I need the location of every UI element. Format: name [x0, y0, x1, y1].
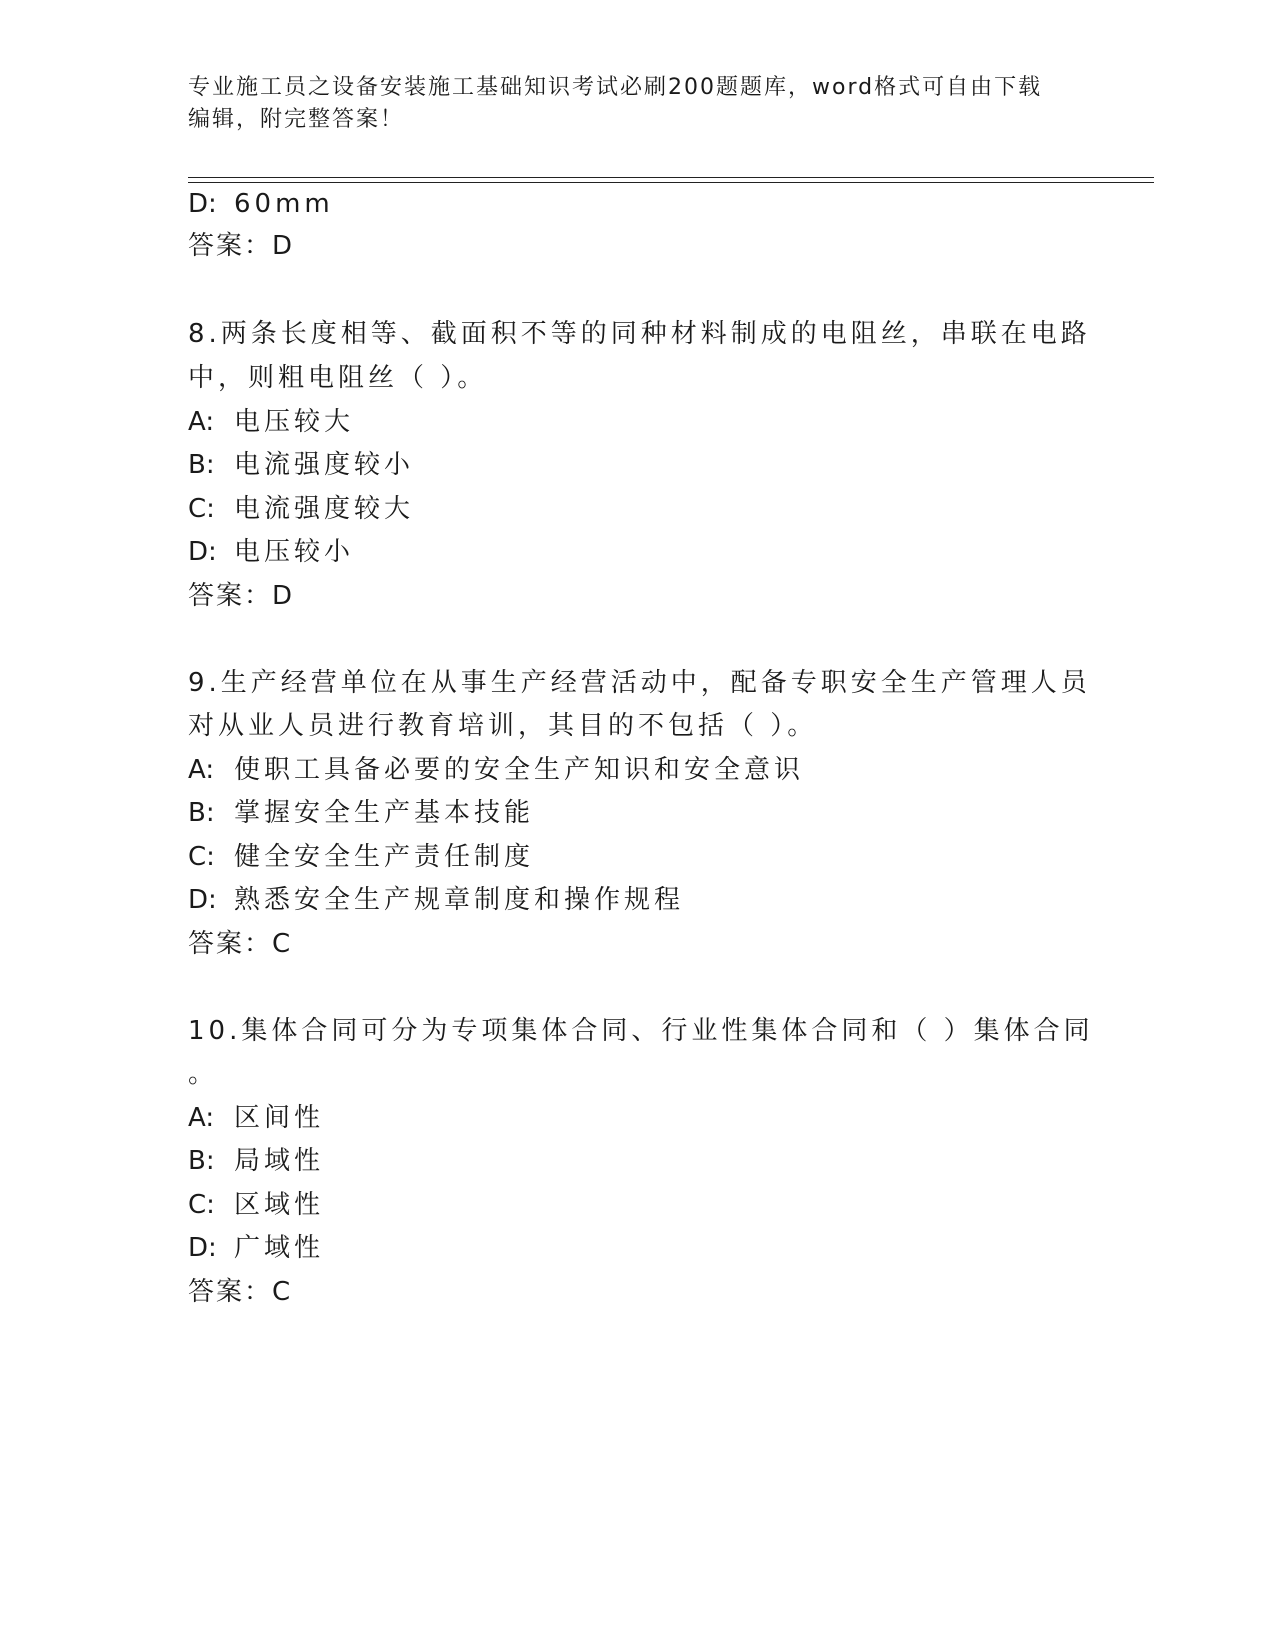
option-label: D:	[188, 537, 217, 567]
option-text: 熟悉安全生产规章制度和操作规程	[234, 885, 685, 915]
question-8-option-d	[188, 536, 354, 568]
question-10-option-d	[188, 1232, 324, 1264]
option-text: 电压较小	[234, 537, 355, 567]
question-10-option-c	[188, 1189, 324, 1221]
option-label: A:	[188, 1103, 215, 1133]
question-8-text-line1: 8.两条长度相等、截面积不等的同种材料制成的电阻丝，串联在电路	[188, 319, 1091, 349]
option-label: A:	[188, 407, 215, 437]
header-title-line2: 编辑，附完整答案！	[188, 107, 405, 132]
question-9-option-d	[188, 884, 684, 916]
question-8-option-b	[188, 449, 414, 481]
question-10-option-a	[188, 1102, 324, 1134]
question-10-text-line1: 10.集体合同可分为专项集体合同、行业性集体合同和（ ）集体合同	[188, 1016, 1094, 1046]
prev-answer: 答案：D	[188, 231, 295, 261]
option-label: C:	[188, 1190, 215, 1220]
option-label: D:	[188, 1233, 217, 1263]
question-9-option-b	[188, 797, 534, 829]
question-9-answer: 答案：C	[188, 929, 293, 959]
question-9-text-line2: 对从业人员进行教育培训，其目的不包括（ ）。	[188, 711, 818, 741]
prev-option-d	[188, 188, 334, 220]
question-8-answer: 答案：D	[188, 581, 295, 611]
option-text: 局域性	[234, 1146, 325, 1176]
question-8-option-c	[188, 493, 414, 525]
header-title-line1: 专业施工员之设备安装施工基础知识考试必刷200题题库，word格式可自由下载	[188, 75, 1043, 100]
question-10-text-line2: 。	[188, 1059, 219, 1089]
question-9-text-line1: 9.生产经营单位在从事生产经营活动中，配备专职安全生产管理人员	[188, 668, 1091, 698]
option-text: 电流强度较大	[234, 494, 415, 524]
option-text: 电流强度较小	[234, 450, 415, 480]
option-label: D:	[188, 885, 217, 915]
option-label: A:	[188, 755, 215, 785]
header-divider-bottom	[188, 182, 1154, 183]
option-text: 区间性	[234, 1103, 325, 1133]
question-10-option-b	[188, 1145, 324, 1177]
question-8-option-a	[188, 406, 354, 438]
question-9-option-c	[188, 841, 534, 873]
header-divider-top	[188, 177, 1154, 178]
option-label: B:	[188, 450, 215, 480]
option-text: 使职工具备必要的安全生产知识和安全意识	[234, 755, 805, 785]
question-10-answer: 答案：C	[188, 1277, 293, 1307]
option-label: D:	[188, 189, 217, 219]
option-label: B:	[188, 1146, 215, 1176]
question-9-option-a	[188, 754, 804, 786]
option-text: 电压较大	[234, 407, 355, 437]
document-header	[188, 72, 1078, 136]
option-text: 区域性	[234, 1190, 325, 1220]
option-text: 健全安全生产责任制度	[234, 842, 535, 872]
option-text: 60mm	[234, 189, 334, 219]
question-8-text-line2: 中，则粗电阻丝（ ）。	[188, 363, 488, 393]
option-label: C:	[188, 842, 215, 872]
option-text: 广域性	[234, 1233, 325, 1263]
option-label: C:	[188, 494, 215, 524]
option-label: B:	[188, 798, 215, 828]
option-text: 掌握安全生产基本技能	[234, 798, 535, 828]
